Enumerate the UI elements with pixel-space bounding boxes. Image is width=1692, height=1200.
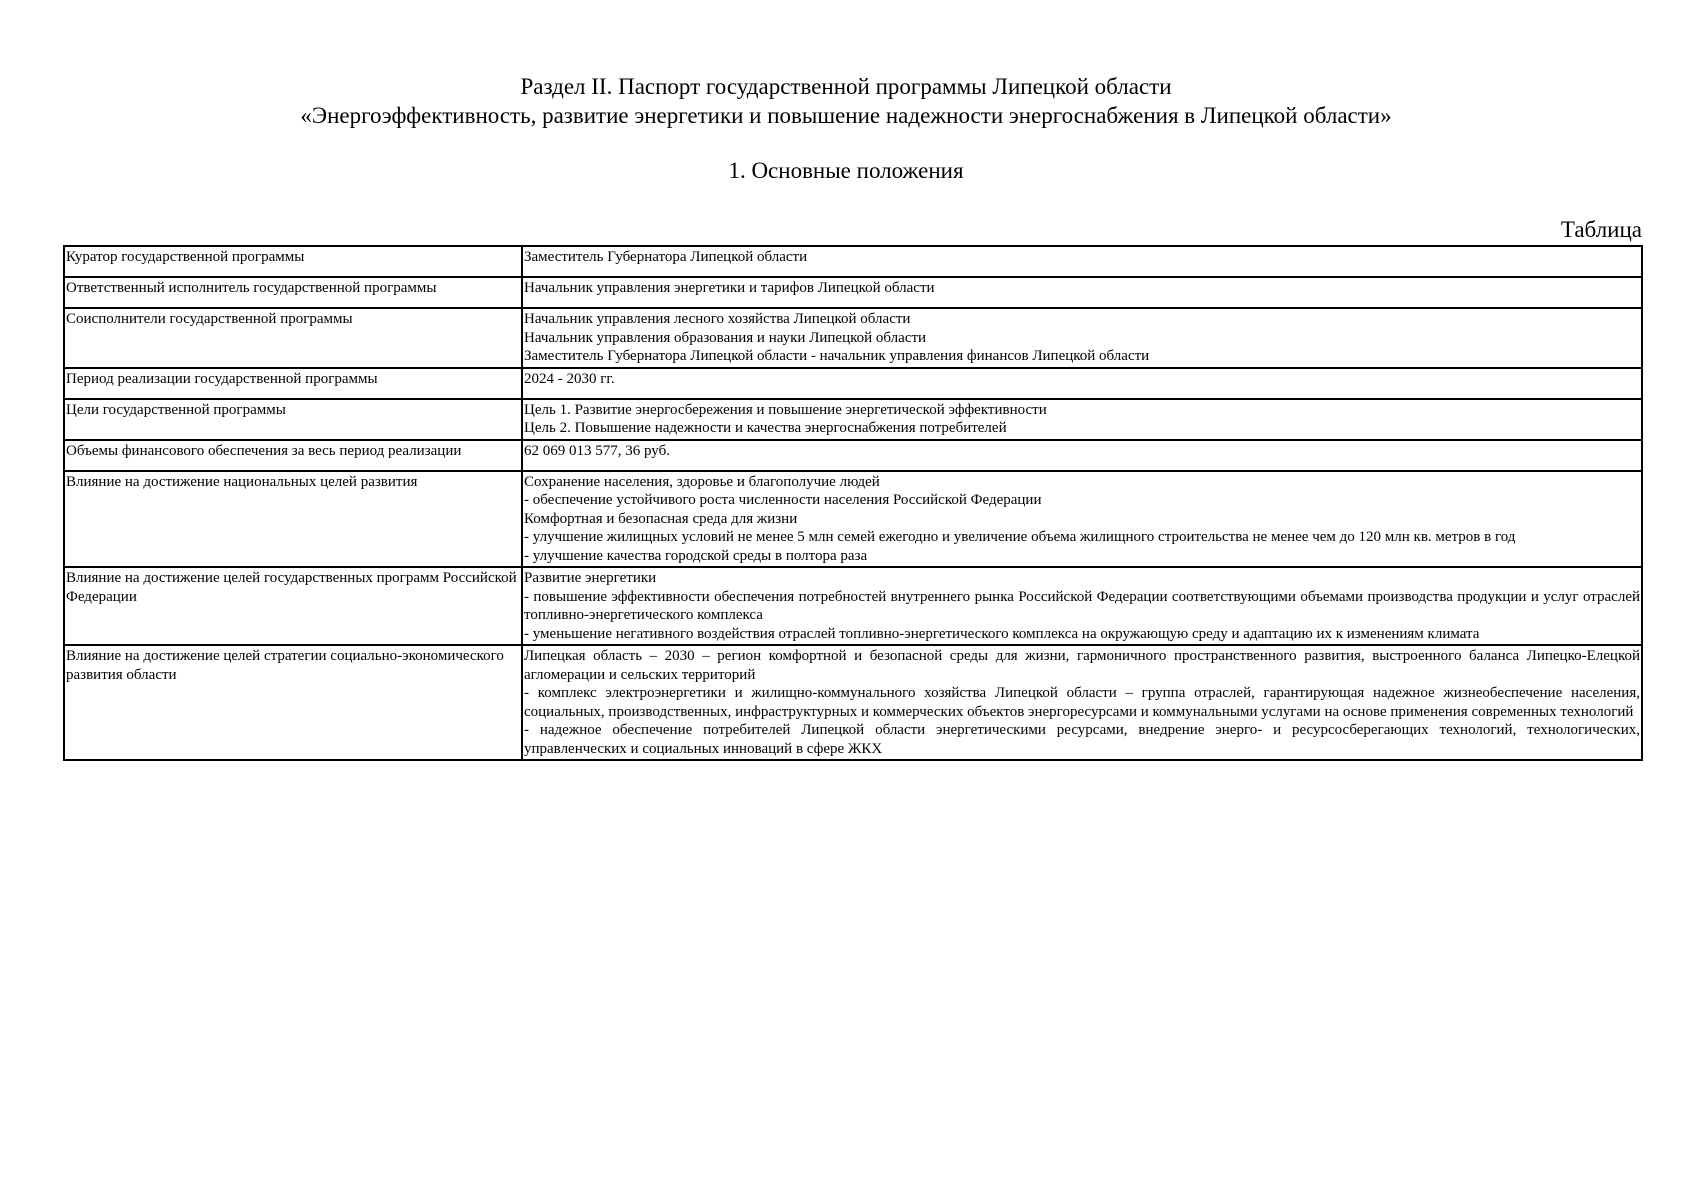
table-row [64,567,1642,645]
table-row [64,368,1642,399]
value-line: Начальник управления образования и науки Липецкой области [524,329,927,346]
row-label: Объемы финансового обеспечения за весь период реализации [64,440,522,471]
value-line: Комфортная и безопасная среда для жизни [524,510,798,527]
value-line: - улучшение жилищных условий не менее 5 млн семей ежегодно и увеличение объема жилищного строительства не менее чем до 120 млн кв. метров в год [524,529,1516,545]
value-line: - повышение эффективности обеспечения потребностей внутреннего рынка Российской Федерации соответствующими объемами производства продукции и услуг отраслей топливно-энергетического комплекса [524,588,1640,623]
value-line: Цель 2. Повышение надежности и качества энергоснабжения потребителей [524,420,1007,436]
value-line: 62 069 013 577, 36 руб. [524,442,670,459]
value-line: Сохранение населения, здоровье и благополучие людей [524,473,880,490]
value-line: Начальник управления лесного хозяйства Липецкой области [524,311,911,327]
row-label: Влияние на достижение национальных целей развития [64,471,522,568]
row-label: Влияние на достижение целей стратегии социально-экономического развития области [64,645,522,760]
row-value [522,368,1642,399]
row-label: Цели государственной программы [64,399,522,440]
value-line: - комплекс электроэнергетики и жилищно-коммунального хозяйства Липецкой области – группа отраслей, гарантирующая надежное жизнеобеспечение населения, социальных, производственных, инфраструктурных и коммерческих объектов энергоресурсами и коммунальными услугами на основе применения современных технологий [524,685,1640,720]
value-line: - надежное обеспечение потребителей Липецкой области энергетическими ресурсами, внедрение энерго- и ресурсосберегающих технологий, технологических, управленческих и социальных инноваций в сфере ЖКХ [524,722,1640,757]
row-value [522,399,1642,440]
row-value [522,308,1642,368]
row-value [522,645,1642,760]
row-label: Период реализации государственной программы [64,368,522,399]
row-label: Соисполнители государственной программы [64,308,522,368]
row-value [522,567,1642,645]
value-line: - улучшение качества городской среды в полтора раза [524,547,868,564]
value-line: Развитие энергетики [524,570,657,586]
table-row [64,308,1642,368]
table-row [64,399,1642,440]
value-line: - уменьшение негативного воздействия отраслей топливно-энергетического комплекса на окружающую среду и адаптацию их к изменениям климата [524,625,1480,642]
value-line: 2024 - 2030 гг. [524,370,615,387]
program-passport-table [63,245,1643,761]
value-line: Заместитель Губернатора Липецкой области [524,249,808,265]
row-label: Куратор государственной программы [64,246,522,277]
document-title-line-2: «Энергоэффективность, развитие энергетики и повышение надежности энергоснабжения в Липецкой области» [300,103,1392,128]
row-value [522,246,1642,277]
table-row [64,471,1642,568]
row-label: Влияние на достижение целей государственных программ Российской Федерации [64,567,522,645]
table-caption: Таблица [1560,217,1642,242]
passport-table-body [64,246,1642,760]
row-value [522,277,1642,308]
row-label: Ответственный исполнитель государственной программы [64,277,522,308]
table-row [64,277,1642,308]
value-line: Цель 1. Развитие энергосбережения и повышение энергетической эффективности [524,401,1047,418]
document-title-line-1: Раздел II. Паспорт государственной программы Липецкой области [520,74,1172,99]
table-row [64,440,1642,471]
row-value [522,471,1642,568]
value-line: Липецкая область – 2030 – регион комфортной и безопасной среды для жизни, гармоничного пространственного развития, выстроенного баланса Липецко-Елецкой агломерации и сельских территорий [524,648,1640,683]
row-value [522,440,1642,471]
table-row [64,246,1642,277]
section-title: 1. Основные положения [728,158,964,183]
value-line: Начальник управления энергетики и тарифов Липецкой области [524,280,935,296]
value-line: Заместитель Губернатора Липецкой области - начальник управления финансов Липецкой области [524,348,1150,364]
value-line: - обеспечение устойчивого роста численности населения Российской Федерации [524,492,1042,508]
table-row [64,645,1642,760]
